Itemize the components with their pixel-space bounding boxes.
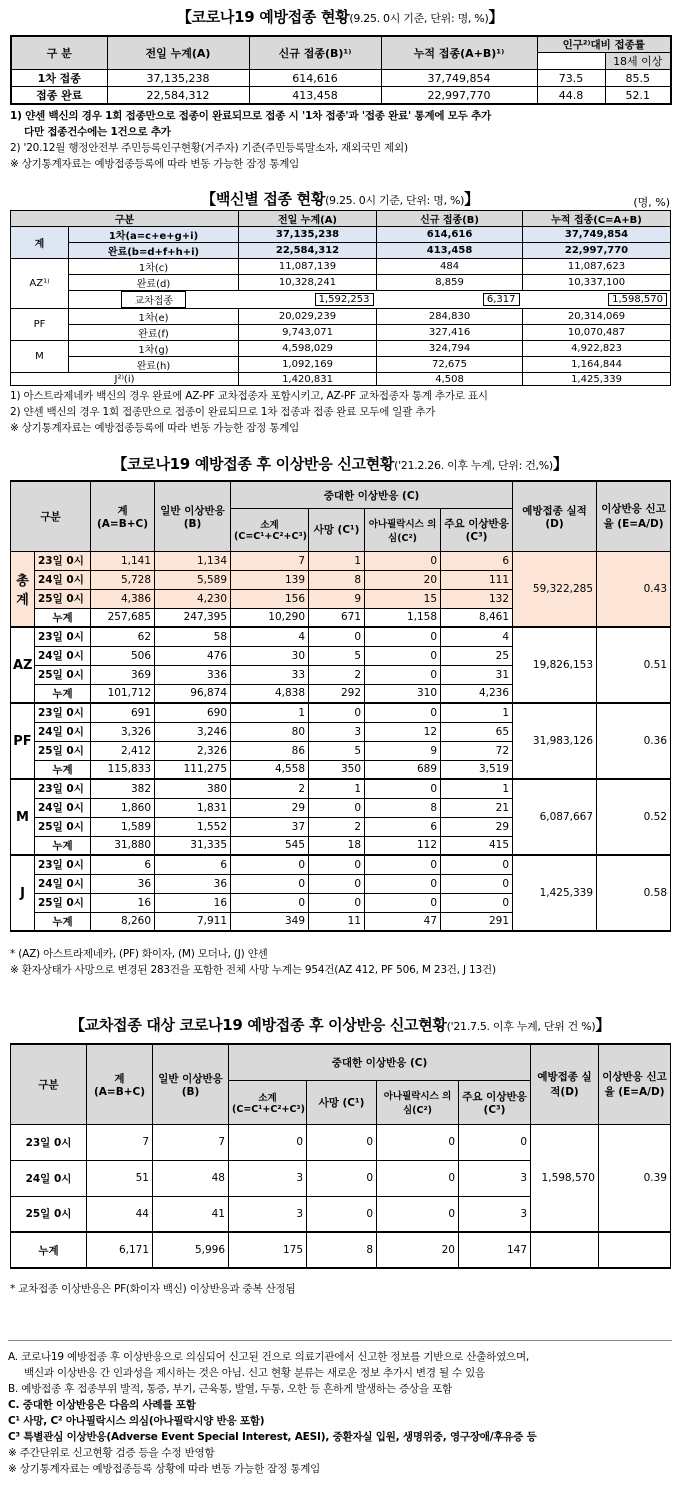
table-row: 완료(h) 1,092,169 72,675 1,164,844: [11, 357, 671, 373]
note: ※ 상기통계자료는 예방접종등록에 따라 변동 가능한 잠정 통계임: [10, 422, 300, 434]
table-row: 완료(f) 9,743,071 327,416 10,070,487: [11, 325, 671, 341]
vaccination-count: 1,598,570: [531, 1124, 599, 1232]
vaccine-type-table: 구분 전일 누계(A) 신규 접종(B) 누적 접종(C=A+B) 계 1차(a=c+e+g+i) 37,135,238 614,616 37,749,854 완료(b=d+f+h+i) 22,584,312 413,458 22,997,770 AZ¹⁾ 1차(c) 11,087,139 484 11,087,623 완료(d) 10,328,241 8,859 10,337,100 교차접종 1,592,253 6,317 1,598,570 PF 1차(e) 20,029,239 284,830 20,314,069 완료(f) 9,743,071 327,416 10,070,487 M 1차(g) 4,598,029 324,794 4,922,823 완료(h) 1,092,169 72,675 1,164,844 J²⁾(i) 1,420,831 4,508 1,425,339: [10, 210, 671, 386]
section-adverse-reactions: [10, 453, 670, 978]
group-label: 총계: [11, 551, 35, 627]
reaction-rate: 0.51: [597, 627, 671, 703]
section-title: 【코로나19 예방접종 후 이상반응 신고현황('21.2.26. 이후 누계, 단위: 건,%)】: [112, 455, 568, 473]
section-title: 【코로나19 예방접종 현황(9.25. 0시 기준, 단위: 명, %)】: [176, 8, 504, 26]
footer-notes: [8, 1340, 672, 1477]
note: B. 예방접종 후 접종부위 발적, 통증, 부기, 근육통, 발열, 두통, 오한 등 흔하게 발생하는 증상을 포함: [8, 1383, 452, 1395]
header-prev-total: 전일 누계(A): [107, 36, 249, 70]
table-row: 24일 0시 3,326 3,246 80 3 12 65: [11, 722, 671, 741]
reaction-rate: 0.39: [599, 1124, 671, 1232]
table-row: 24일 0시 51 48 3 0 0 3: [11, 1160, 671, 1196]
note: A. 코로나19 예방접종 후 이상반응으로 의심되어 신고된 건으로 의료기관에서 신고한 정보를 기반으로 산출하였으며,: [8, 1351, 530, 1363]
note: C. 중대한 이상반응은 다음의 사례를 포함: [8, 1399, 196, 1411]
note: ※ 환자상태가 사망으로 변경된 283건을 포함한 전체 사망 누계는 954건(AZ 412, PF 506, M 23건, J 13건): [10, 964, 496, 976]
table-row: PF 1차(e) 20,029,239 284,830 20,314,069: [11, 309, 671, 325]
table-row: 누계 31,880 31,335 545 18 112 415: [11, 836, 671, 855]
table-row: AZ 23일 0시 62 58 4 0 0 4 19,826,153 0.51: [11, 627, 671, 646]
table-row: PF 23일 0시 691 690 1 0 0 1 31,983,126 0.36: [11, 703, 671, 722]
note: ※ 상기통계자료는 예방접종등록에 따라 변동 가능한 잠정 통계임: [10, 158, 300, 170]
note: 1) 아스트라제네카 백신의 경우 완료에 AZ-PF 교차접종자 포함시키고, AZ-PF 교차접종자 통계 추가로 표시: [10, 390, 488, 402]
table-row: 25일 0시 16 16 0 0 0 0: [11, 893, 671, 912]
group-label: AZ: [11, 627, 35, 703]
note: ※ 주간단위로 신고현황 검증 등을 수정 반영함: [8, 1447, 215, 1459]
table-row: 24일 0시 5,728 5,589 139 8 20 111: [11, 570, 671, 589]
header-cumulative: 누적 접종(A+B)¹⁾: [381, 36, 537, 70]
table-row: 25일 0시 1,589 1,552 37 2 6 29: [11, 817, 671, 836]
header-rate: 인구²⁾대비 접종률: [537, 36, 671, 53]
table-row: 24일 0시 36 36 0 0 0 0: [11, 874, 671, 893]
vaccination-count: 1,425,339: [513, 855, 597, 931]
table-row: 계 1차(a=c+e+g+i) 37,135,238 614,616 37,749,854: [11, 227, 671, 243]
table-row: 1차 접종 37,135,238 614,616 37,749,854 73.5 85.5: [11, 70, 671, 87]
note: * 교차접종 이상반응은 PF(화이자 백신) 이상반응과 중복 산정됨: [10, 1283, 296, 1295]
cross-vaccination-table: 구분 계 (A=B+C) 일반 이상반응 (B) 중대한 이상반응 (C) 예방접종 실적(D) 이상반응 신고율 (E=A/D) 소계 (C=C¹+C²+C³) 사망 (C¹) 아나필락시스 의심(C²) 주요 이상반응 (C³) 23일 0시 7 7 0 0 0 0 1,598,570 0.39 24일 0시 51 48 3 0 0 3 25일 0시 44 41 3 0 0 3 누계 6,171 5,996 175 8 20 147: [10, 1043, 671, 1269]
table-row: M 1차(g) 4,598,029 324,794 4,922,823: [11, 341, 671, 357]
vaccination-count: 59,322,285: [513, 551, 597, 627]
table-row: 누계 101,712 96,874 4,838 292 310 4,236: [11, 684, 671, 703]
vaccination-count: 6,087,667: [513, 779, 597, 855]
note: 백신과 이상반응 간 인과성을 제시하는 것은 아님. 신고 현황 분류는 새로운 정보 추가시 변경 될 수 있음: [24, 1367, 486, 1379]
table-row: 25일 0시 369 336 33 2 0 31: [11, 665, 671, 684]
header-adult: 18세 이상: [605, 53, 671, 70]
header-new: 신규 접종(B)¹⁾: [249, 36, 381, 70]
adverse-reaction-table: 구분 계 (A=B+C) 일반 이상반응 (B) 중대한 이상반응 (C) 예방접종 실적(D) 이상반응 신고율 (E=A/D) 소계 (C=C¹+C²+C³) 사망 (C¹) 아나필락시스 의심(C²) 주요 이상반응 (C³) 총계 23일 0시 1,141 1,134 7 1 0 6 59,322,285 0.43 24일 0시 5,728 5,589 139 8 20 111 25일 0시 4,386 4,230 156 9 15 132 누계 257,685 247,395 10,290 671 1,158 8,461 AZ 23일 0시 62 58 4 0 0 4 19,826,153 0.51 24일 0시 506 476 30 5 0 25 25일 0시 369 336 33 2 0 31 누계 101,712 96,874 4,838 292 310 4,236 PF 23일 0시 691 690 1 0 0 1 31,983,126 0.36 24일 0시 3,326 3,246 80 3 12 65 25일 0시 2,412 2,326 86 5 9 72 누계 115,833 111,275 4,558 350 689 3,519 M 23일 0시 382 380 2 1 0 1 6,087,667 0.52 24일 0시 1,860 1,831 29 0 8 21 25일 0시 1,589 1,552 37 2 6 29 누계 31,880 31,335 545 18 112 415 J 23일 0시 6 6 0 0 0 0 1,425,339 0.58 24일 0시 36 36 0 0 0 0 25일 0시 16 16 0 0 0 0 누계 8,260 7,911 349 11 47 291: [10, 480, 671, 932]
table-row: 누계 257,685 247,395 10,290 671 1,158 8,461: [11, 608, 671, 627]
vaccination-count: 19,826,153: [513, 627, 597, 703]
reaction-rate: 0.58: [597, 855, 671, 931]
note: 1) 얀센 백신의 경우 1회 접종만으로 접종이 완료되므로 접종 시 '1차 접종'과 '접종 완료' 통계에 모두 추가: [10, 110, 492, 122]
table-row: J 23일 0시 6 6 0 0 0 0 1,425,339 0.58: [11, 855, 671, 874]
note: 2) 얀센 백신의 경우 1회 접종만으로 접종이 완료되므로 1차 접종과 접종 완료 모두에 일괄 추가: [10, 406, 436, 418]
section-title: 【교차접종 대상 코로나19 예방접종 후 이상반응 신고현황('21.7.5. 이후 누계, 단위 건 %)】: [69, 1016, 611, 1034]
section-vaccine-type-status: [10, 188, 670, 436]
note: ※ 상기통계자료는 예방접종등록 상황에 따라 변동 가능한 잠정 통계임: [8, 1463, 321, 1475]
header-gubun: 구 분: [11, 36, 107, 70]
section-title: 【백신별 접종 현황(9.25. 0시 기준, 단위: 명, %)】: [201, 190, 479, 208]
note: 2) '20.12월 행정안전부 주민등록인구현황(거주자) 기준(주민등록말소자, 재외국민 제외): [10, 142, 408, 154]
note: 다만 접종건수에는 1건으로 추가: [24, 126, 171, 138]
table-row: 접종 완료 22,584,312 413,458 22,997,770 44.8 52.1: [11, 87, 671, 105]
table-row: 25일 0시 4,386 4,230 156 9 15 132: [11, 589, 671, 608]
group-label: M: [11, 779, 35, 855]
group-label: PF: [11, 703, 35, 779]
note: C¹ 사망, C² 아나필락시스 의심(아나필락시양 반응 포함): [8, 1415, 265, 1427]
table-row: AZ¹⁾ 1차(c) 11,087,139 484 11,087,623: [11, 259, 671, 275]
table-row: 누계 6,171 5,996 175 8 20 147: [11, 1232, 671, 1268]
unit-label: (명, %): [633, 196, 670, 209]
section-vaccination-status: [10, 6, 670, 172]
reaction-rate: 0.36: [597, 703, 671, 779]
table-row: 24일 0시 506 476 30 5 0 25: [11, 646, 671, 665]
table-row: 누계 8,260 7,911 349 11 47 291: [11, 912, 671, 931]
table-row: 25일 0시 2,412 2,326 86 5 9 72: [11, 741, 671, 760]
table-row: 25일 0시 44 41 3 0 0 3: [11, 1196, 671, 1232]
table-row: 23일 0시 7 7 0 0 0 0 1,598,570 0.39: [11, 1124, 671, 1160]
table-row: 교차접종 1,592,253 6,317 1,598,570: [11, 291, 671, 309]
table-row: 완료(d) 10,328,241 8,859 10,337,100: [11, 275, 671, 291]
reaction-rate: 0.52: [597, 779, 671, 855]
table-row: 누계 115,833 111,275 4,558 350 689 3,519: [11, 760, 671, 779]
section-cross-vaccination: [10, 1014, 670, 1297]
vaccination-summary-table: [10, 35, 672, 105]
table-row: J²⁾(i) 1,420,831 4,508 1,425,339: [11, 373, 671, 386]
reaction-rate: 0.43: [597, 551, 671, 627]
group-label: J: [11, 855, 35, 931]
table-row: 완료(b=d+f+h+i) 22,584,312 413,458 22,997,770: [11, 243, 671, 259]
note: * (AZ) 아스트라제네카, (PF) 화이자, (M) 모더나, (J) 얀센: [10, 948, 268, 960]
note: C³ 특별관심 이상반응(Adverse Event Special Interest, AESI), 중환자실 입원, 생명위중, 영구장애/후유증 등: [8, 1431, 537, 1443]
table-row: 24일 0시 1,860 1,831 29 0 8 21: [11, 798, 671, 817]
table-row: 총계 23일 0시 1,141 1,134 7 1 0 6 59,322,285 0.43: [11, 551, 671, 570]
table-row: M 23일 0시 382 380 2 1 0 1 6,087,667 0.52: [11, 779, 671, 798]
vaccination-count: 31,983,126: [513, 703, 597, 779]
